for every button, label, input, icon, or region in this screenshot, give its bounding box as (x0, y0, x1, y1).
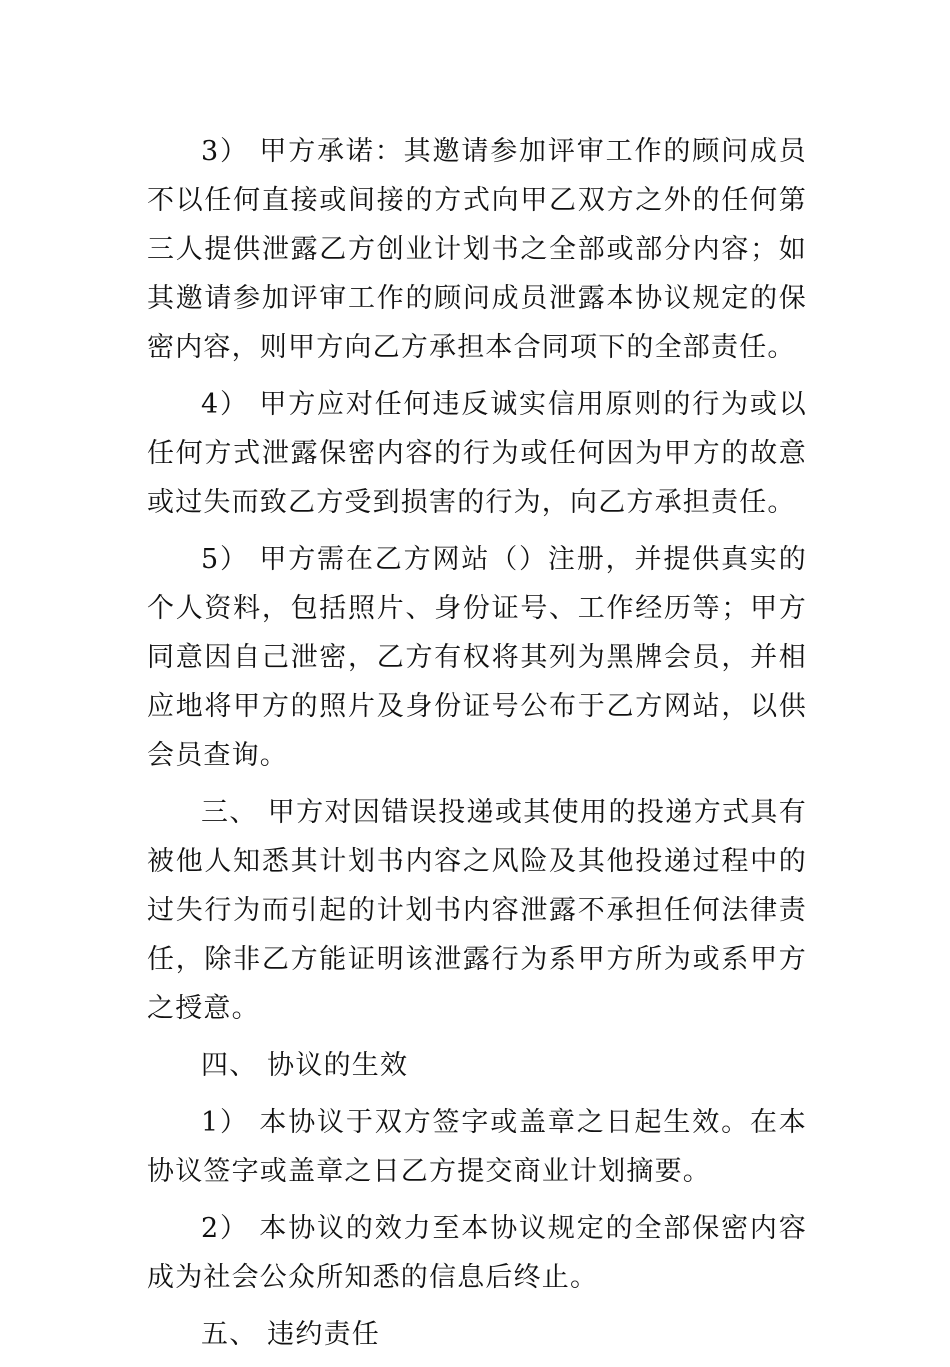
section-4-clause-1: 1） 本协议于双方签字或盖章之日起生效。在本协议签字或盖章之日乙方提交商业计划摘要。 (147, 1107, 807, 1187)
clause-4-paragraph: 4） 甲方应对任何违反诚实信用原则的行为或以任何方式泄露保密内容的行为或任何因为甲方的故意或过失而致乙方受到损害的行为，向乙方承担责任。 (147, 389, 807, 518)
clause-5-paragraph: 5） 甲方需在乙方网站（）注册，并提供真实的个人资料，包括照片、身份证号、工作经历等；甲方同意因自己泄密，乙方有权将其列为黑牌会员，并相应地将甲方的照片及身份证号公布于乙方网站，以供会员查询。 (147, 544, 807, 771)
section-5-heading: 五、 违约责任 (201, 1319, 380, 1350)
clause-3-paragraph: 3） 甲方承诺：其邀请参加评审工作的顾问成员不以任何直接或间接的方式向甲乙双方之外的任何第三人提供泄露乙方创业计划书之全部或部分内容；如其邀请参加评审工作的顾问成员泄露本协议规定的保密内容，则甲方向乙方承担本合同项下的全部责任。 (147, 136, 807, 363)
section-4-heading: 四、 协议的生效 (201, 1050, 409, 1081)
section-4-clause-2: 2） 本协议的效力至本协议规定的全部保密内容成为社会公众所知悉的信息后终止。 (147, 1213, 807, 1293)
document-body (147, 127, 807, 1367)
section-3-paragraph: 三、 甲方对因错误投递或其使用的投递方式具有被他人知悉其计划书内容之风险及其他投递过程中的过失行为而引起的计划书内容泄露不承担任何法律责任，除非乙方能证明该泄露行为系甲方所为或系甲方之授意。 (147, 797, 807, 1024)
